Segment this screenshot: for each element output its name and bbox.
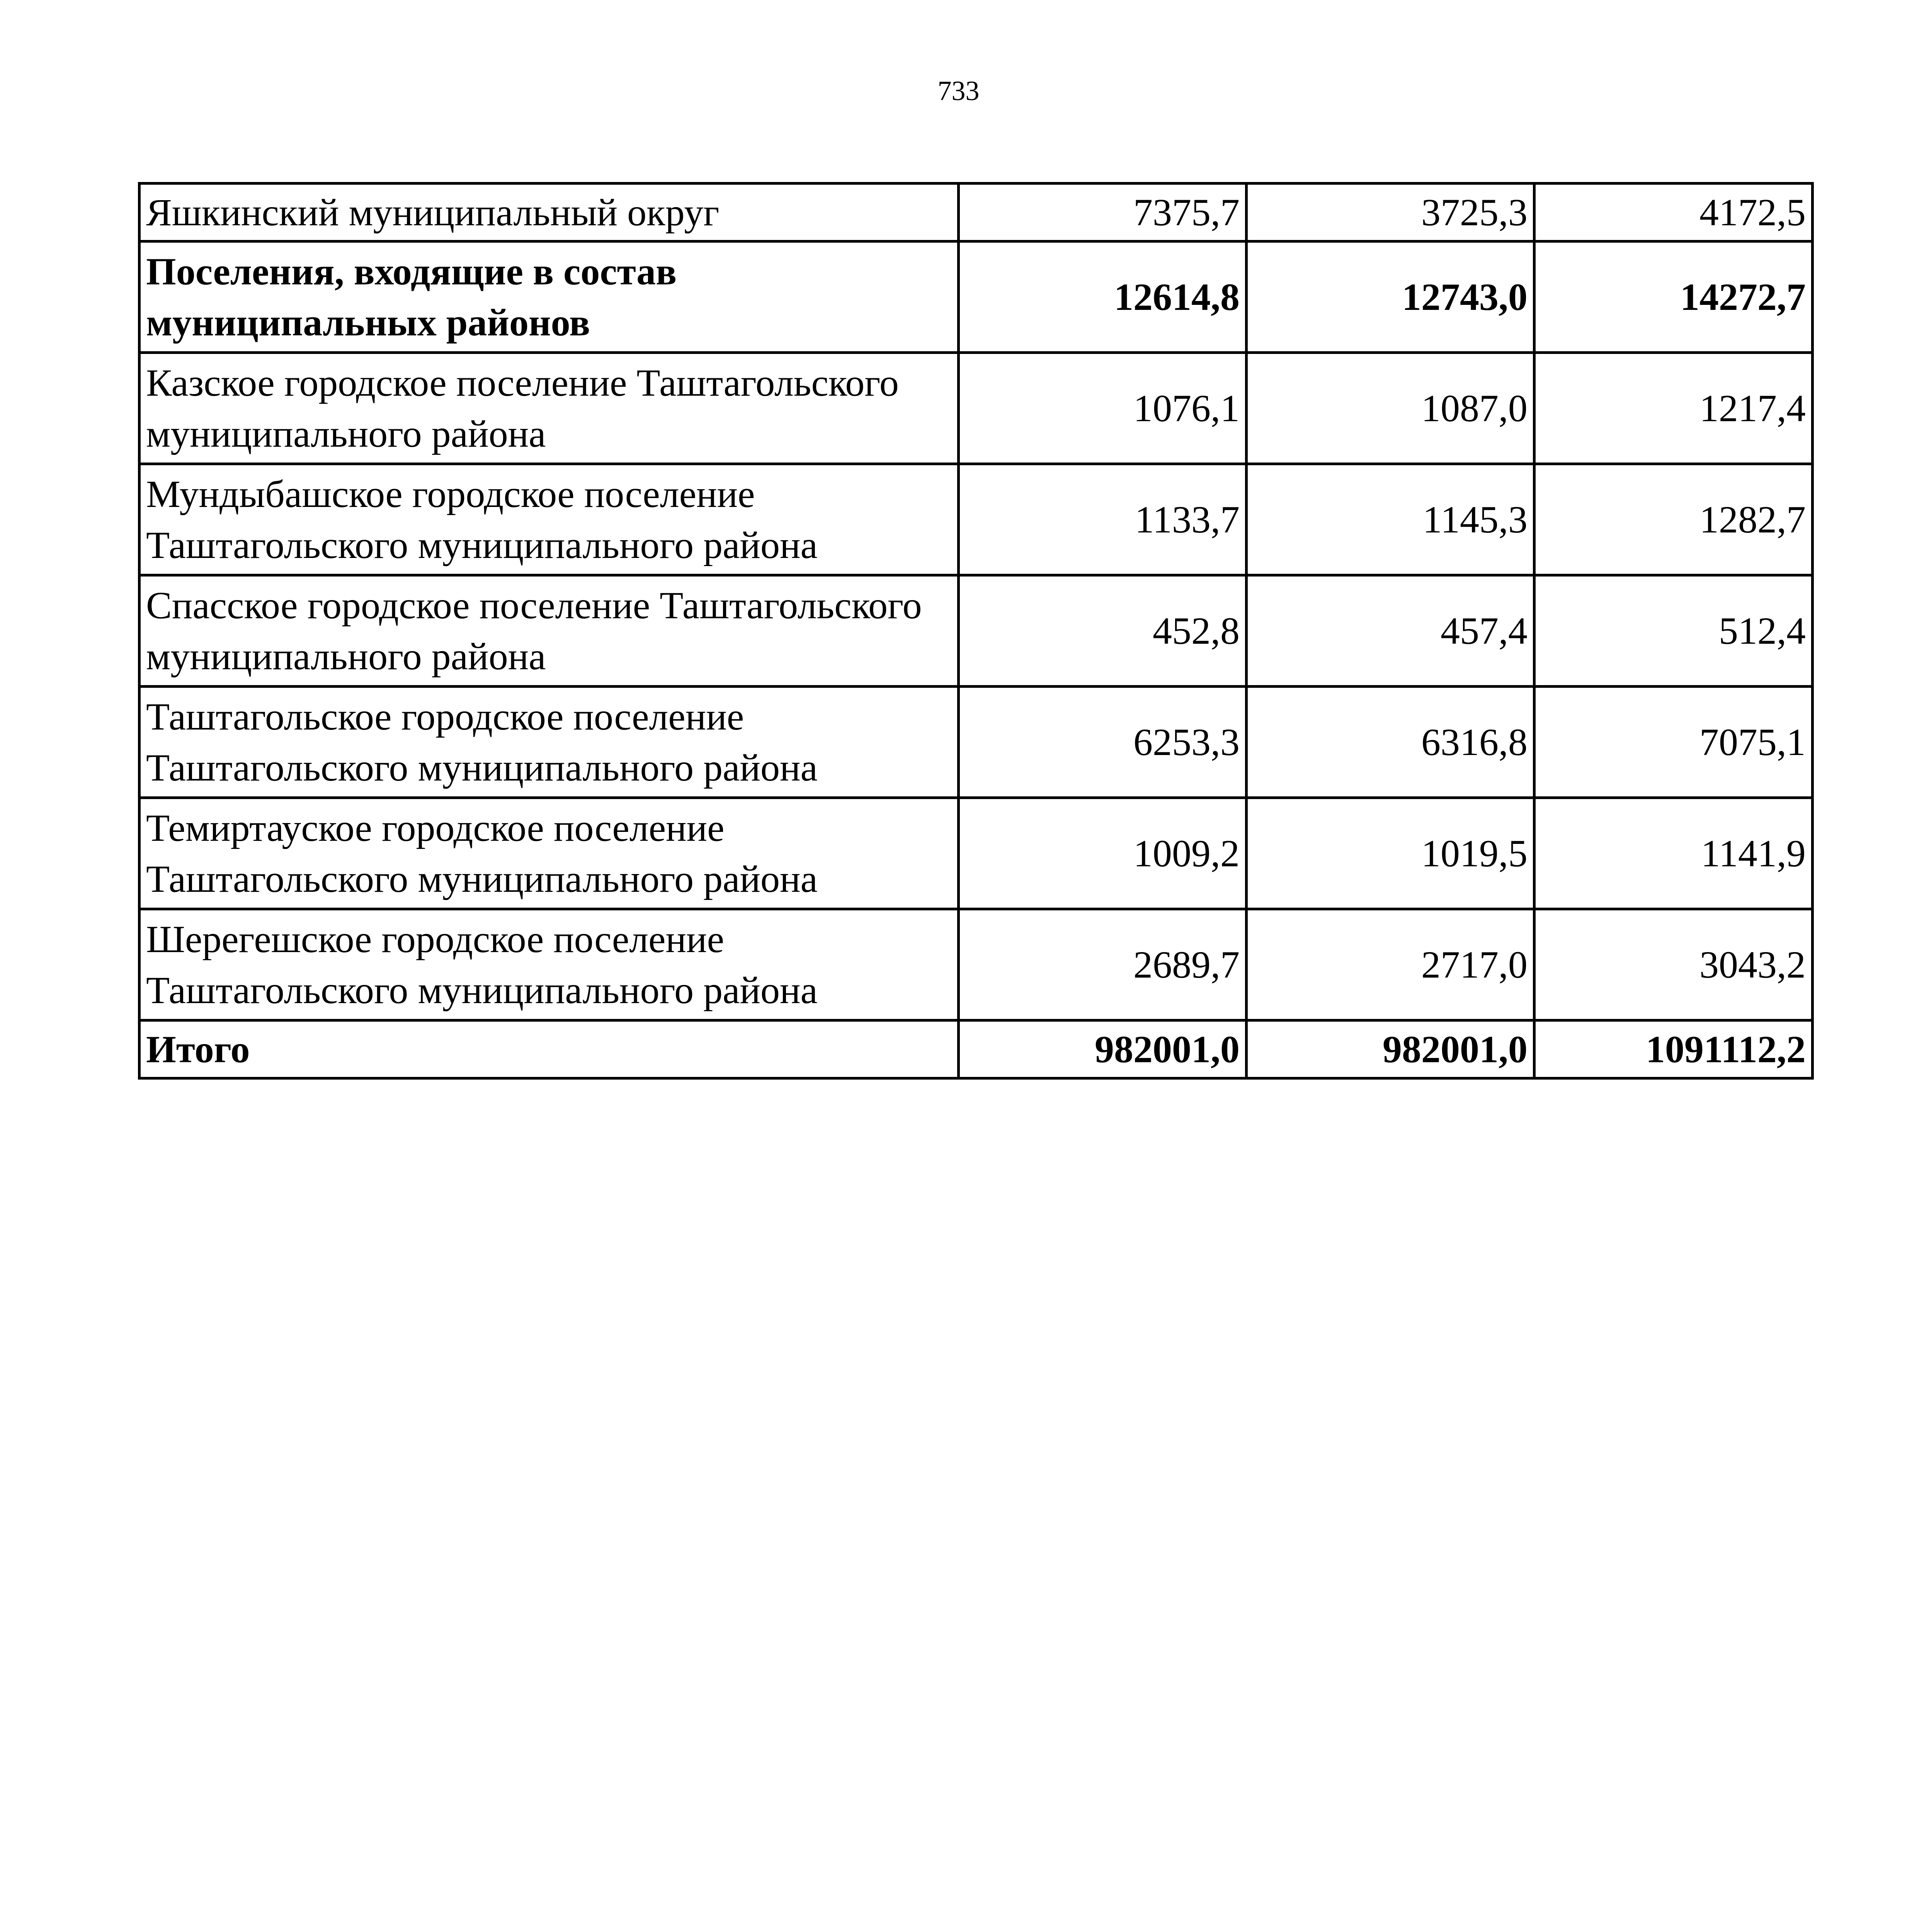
row-value-3: 1141,9 (1534, 798, 1813, 909)
row-value-1: 982001,0 (959, 1020, 1247, 1078)
row-value-1: 1076,1 (959, 353, 1247, 464)
row-value-2: 6316,8 (1247, 687, 1534, 798)
row-value-2: 1145,3 (1247, 464, 1534, 575)
row-value-1: 12614,8 (959, 242, 1247, 353)
row-value-3: 4172,5 (1534, 184, 1813, 242)
row-value-1: 1133,7 (959, 464, 1247, 575)
row-name: Мундыбашское городское поселение Таштагольского муниципального района (139, 464, 959, 575)
row-name: Таштагольское городское поселение Таштагольского муниципального района (139, 687, 959, 798)
row-value-1: 2689,7 (959, 909, 1247, 1020)
row-name: Поселения, входящие в состав муниципальных районов (139, 242, 959, 353)
row-name: Шерегешское городское поселение Таштагольского муниципального района (139, 909, 959, 1020)
row-name: Казское городское поселение Таштагольского муниципального района (139, 353, 959, 464)
table-row (139, 353, 1813, 464)
row-value-3: 14272,7 (1534, 242, 1813, 353)
row-name: Спасское городское поселение Таштагольского муниципального района (139, 575, 959, 687)
table-row (139, 464, 1813, 575)
row-value-1: 7375,7 (959, 184, 1247, 242)
row-value-2: 12743,0 (1247, 242, 1534, 353)
page-number: 733 (937, 75, 980, 106)
row-value-3: 1217,4 (1534, 353, 1813, 464)
budget-table (138, 182, 1814, 1080)
row-name: Темиртауское городское поселение Таштагольского муниципального района (139, 798, 959, 909)
table-row (139, 909, 1813, 1020)
row-value-1: 452,8 (959, 575, 1247, 687)
row-value-1: 1009,2 (959, 798, 1247, 909)
row-value-2: 1087,0 (1247, 353, 1534, 464)
row-value-2: 2717,0 (1247, 909, 1534, 1020)
row-value-3: 512,4 (1534, 575, 1813, 687)
row-value-2: 457,4 (1247, 575, 1534, 687)
row-value-2: 3725,3 (1247, 184, 1534, 242)
table-row-total (139, 1020, 1813, 1078)
row-name: Яшкинский муниципальный округ (139, 184, 959, 242)
table-row (139, 575, 1813, 687)
row-name: Итого (139, 1020, 959, 1078)
row-value-2: 1019,5 (1247, 798, 1534, 909)
row-value-3: 3043,2 (1534, 909, 1813, 1020)
table-row (139, 687, 1813, 798)
row-value-3: 1282,7 (1534, 464, 1813, 575)
row-value-3: 7075,1 (1534, 687, 1813, 798)
row-value-3: 1091112,2 (1534, 1020, 1813, 1078)
row-value-2: 982001,0 (1247, 1020, 1534, 1078)
table-row (139, 184, 1813, 242)
table-row-subtotal (139, 242, 1813, 353)
row-value-1: 6253,3 (959, 687, 1247, 798)
table-row (139, 798, 1813, 909)
